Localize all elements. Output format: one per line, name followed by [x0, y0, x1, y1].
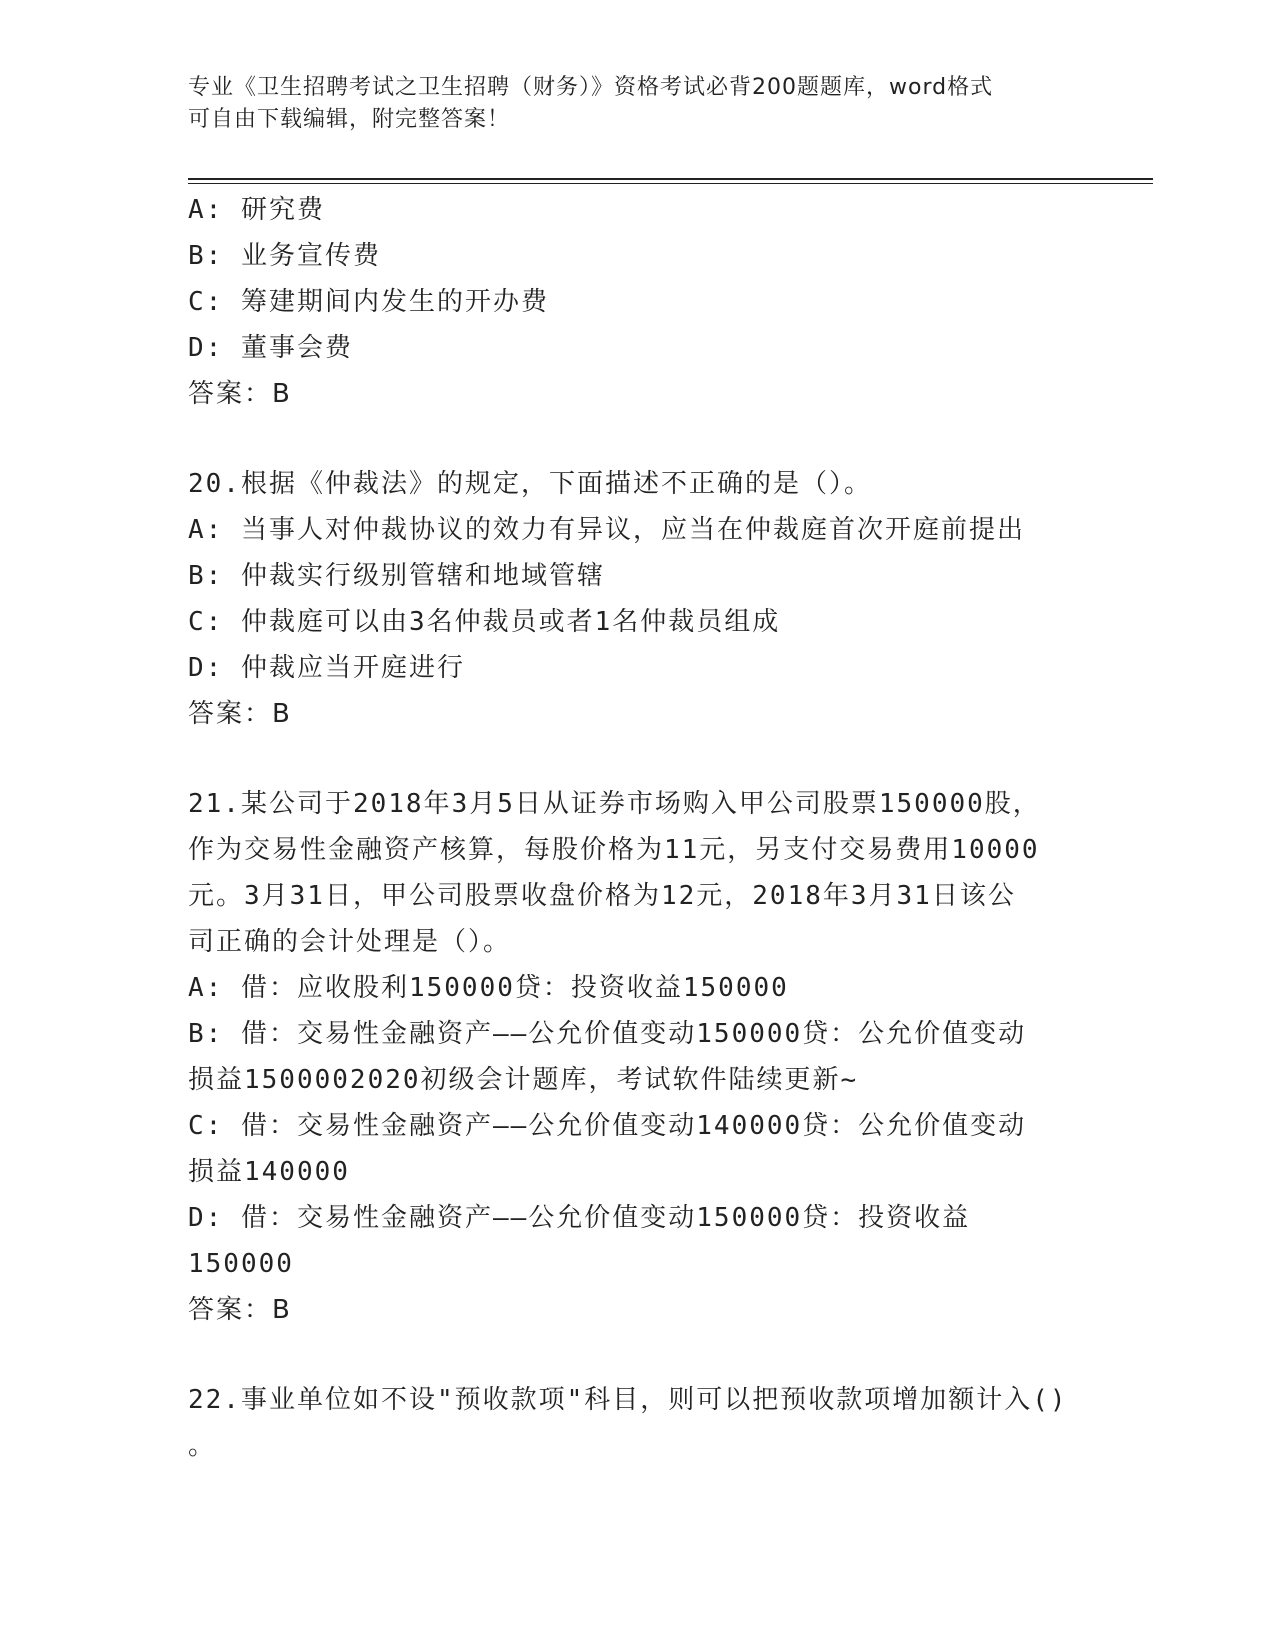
- header-line-1: 专业《卫生招聘考试之卫生招聘（财务）》资格考试必背200题题库，word格式: [188, 75, 994, 100]
- spacer: [188, 417, 1088, 461]
- option-b-line-1: B: 借：交易性金融资产——公允价值变动150000贷：公允价值变动: [188, 1019, 1027, 1049]
- option-b: B: 业务宣传费: [188, 241, 381, 271]
- spacer: [188, 737, 1088, 781]
- spacer: [188, 1333, 1088, 1377]
- option-a: A: 研究费: [188, 195, 325, 225]
- question-19-tail: [188, 187, 1088, 417]
- option-c-line-1: C: 借：交易性金融资产——公允价值变动140000贷：公允价值变动: [188, 1111, 1027, 1141]
- option-d: D: 董事会费: [188, 333, 353, 363]
- option-c: C: 筹建期间内发生的开办费: [188, 287, 549, 317]
- option-a: A: 借：应收股利150000贷：投资收益150000: [188, 973, 789, 1003]
- header-divider-thin: [188, 183, 1153, 184]
- header-divider-thick: [188, 178, 1153, 180]
- option-d-line-2: 150000: [188, 1249, 294, 1279]
- question-stem-line-1: 22.事业单位如不设"预收款项"科目，则可以把预收款项增加额计入(): [188, 1385, 1068, 1415]
- question-list: [188, 187, 1088, 1469]
- question-stem-line-2: 作为交易性金融资产核算，每股价格为11元，另支付交易费用10000: [188, 835, 1040, 865]
- question-20: [188, 461, 1088, 737]
- option-a: A: 当事人对仲裁协议的效力有异议，应当在仲裁庭首次开庭前提出: [188, 515, 1025, 545]
- option-c-line-2: 损益140000: [188, 1157, 350, 1187]
- answer-line: 答案：B: [188, 379, 292, 409]
- option-b: B: 仲裁实行级别管辖和地域管辖: [188, 561, 605, 591]
- answer-line: 答案：B: [188, 699, 292, 729]
- question-stem: 20.根据《仲裁法》的规定，下面描述不正确的是（）。: [188, 469, 872, 499]
- question-22: [188, 1377, 1088, 1469]
- question-stem-line-1: 21.某公司于2018年3月5日从证券市场购入甲公司股票150000股，: [188, 789, 1041, 819]
- option-c: C: 仲裁庭可以由3名仲裁员或者1名仲裁员组成: [188, 607, 781, 637]
- question-stem-line-4: 司正确的会计处理是（）。: [188, 927, 512, 957]
- option-b-line-2: 损益1500002020初级会计题库，考试软件陆续更新~: [188, 1065, 859, 1095]
- option-d-line-1: D: 借：交易性金融资产——公允价值变动150000贷：投资收益: [188, 1203, 971, 1233]
- document-header: [188, 72, 1068, 136]
- header-line-2: 可自由下载编辑，附完整答案！: [188, 107, 511, 132]
- option-d: D: 仲裁应当开庭进行: [188, 653, 465, 683]
- question-stem-line-2: 。: [188, 1431, 217, 1461]
- answer-line: 答案：B: [188, 1295, 292, 1325]
- question-21: [188, 781, 1088, 1333]
- question-stem-line-3: 元。3月31日，甲公司股票收盘价格为12元，2018年3月31日该公: [188, 881, 1016, 911]
